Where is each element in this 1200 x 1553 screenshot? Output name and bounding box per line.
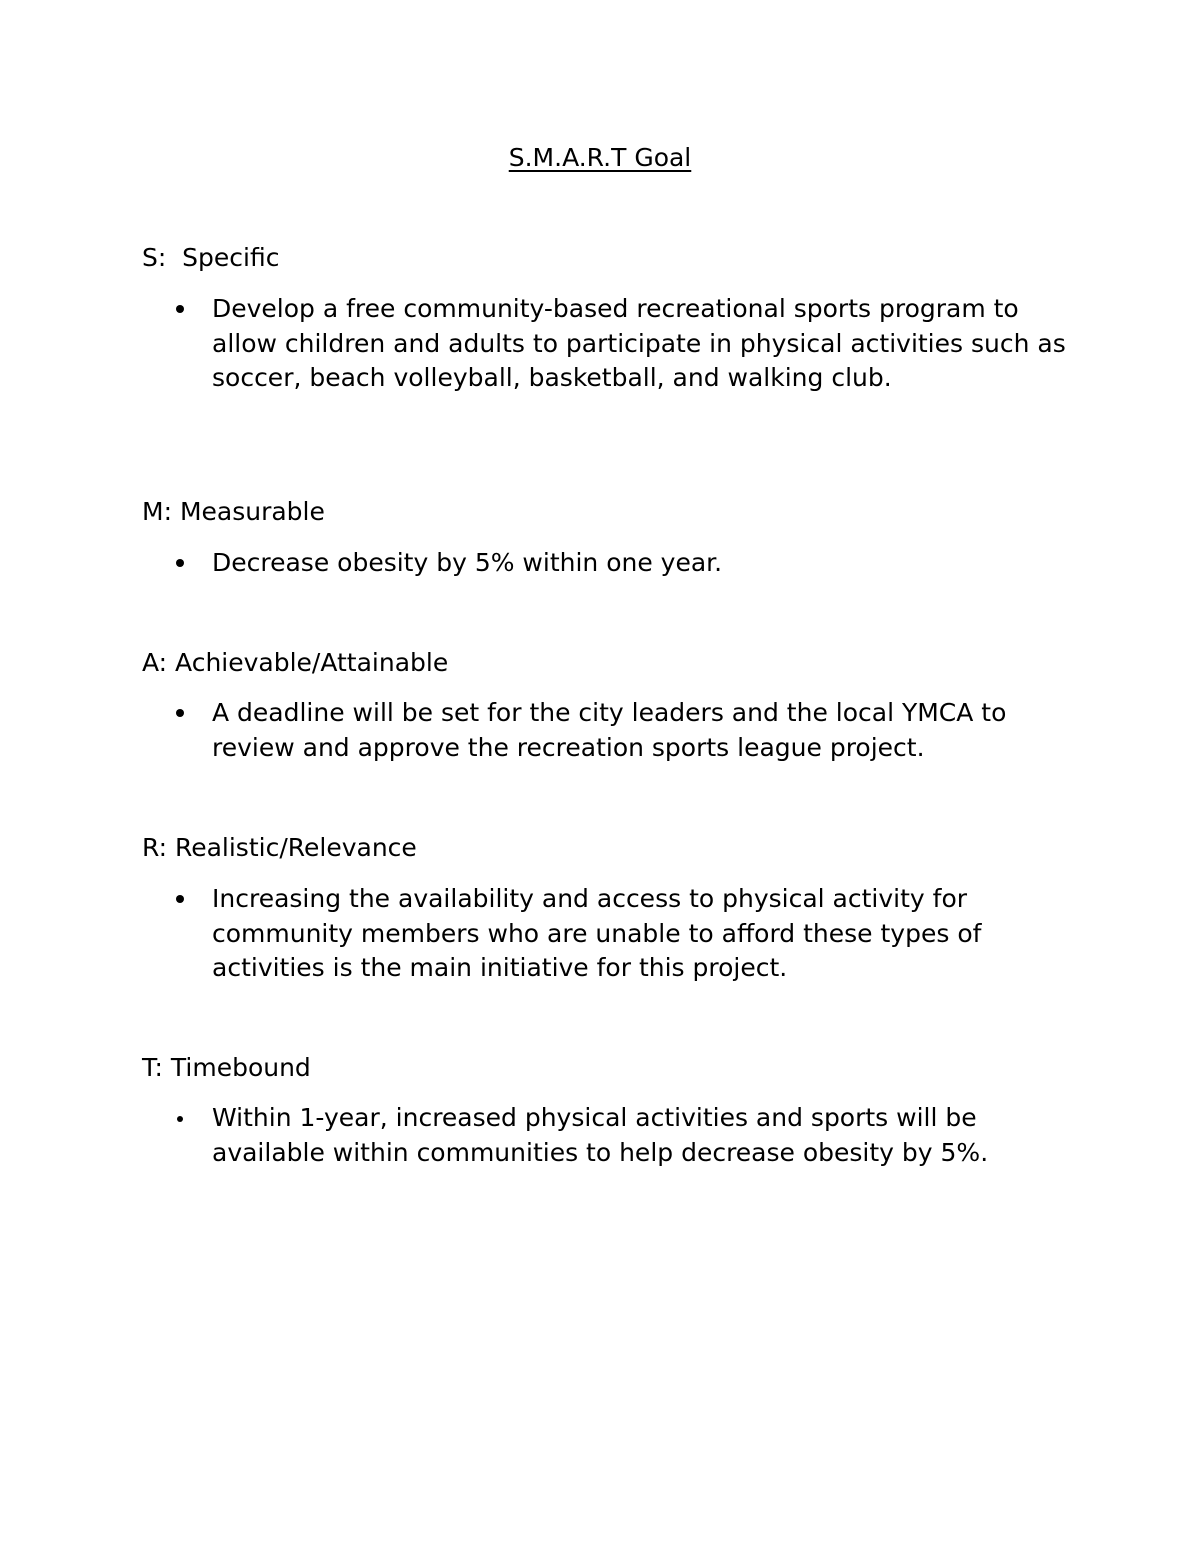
- section-heading-specific: S: Specific: [142, 243, 280, 272]
- section-heading-timebound: T: Timebound: [142, 1053, 311, 1082]
- list-item: [142, 292, 1072, 396]
- list-item: [142, 1101, 1072, 1170]
- bullet-text-realistic: Increasing the availability and access to physical activity for community members who are unable to afford these types of activities is the main initiative for this project.: [212, 884, 982, 982]
- bullet-list-specific: [142, 292, 1072, 396]
- bullet-icon: [176, 895, 184, 903]
- bullet-icon: [176, 305, 184, 313]
- section-heading-measurable: M: Measurable: [142, 497, 325, 526]
- bullet-icon: [177, 1116, 183, 1122]
- bullet-text-measurable: Decrease obesity by 5% within one year.: [212, 548, 723, 577]
- bullet-text-specific: Develop a free community-based recreational sports program to allow children and adults to participate in physical activities such as soccer, beach volleyball, basketball, and walking club.: [212, 294, 1066, 392]
- list-item: [142, 546, 1072, 581]
- list-item: [142, 882, 1072, 986]
- list-item: [142, 696, 1072, 765]
- document-title: S.M.A.R.T Goal: [508, 143, 692, 172]
- bullet-list-achievable: [142, 696, 1072, 765]
- bullet-text-achievable: A deadline will be set for the city leaders and the local YMCA to review and approve the recreation sports league project.: [212, 698, 1007, 762]
- bullet-list-timebound: [142, 1101, 1072, 1170]
- bullet-icon: [176, 709, 184, 717]
- section-heading-achievable: A: Achievable/Attainable: [142, 648, 449, 677]
- bullet-list-realistic: [142, 882, 1072, 986]
- bullet-list-measurable: [142, 546, 1072, 581]
- bullet-text-timebound: Within 1-year, increased physical activities and sports will be available within communities to help decrease obesity by 5%.: [212, 1103, 989, 1167]
- section-heading-realistic: R: Realistic/Relevance: [142, 833, 417, 862]
- bullet-icon: [176, 559, 184, 567]
